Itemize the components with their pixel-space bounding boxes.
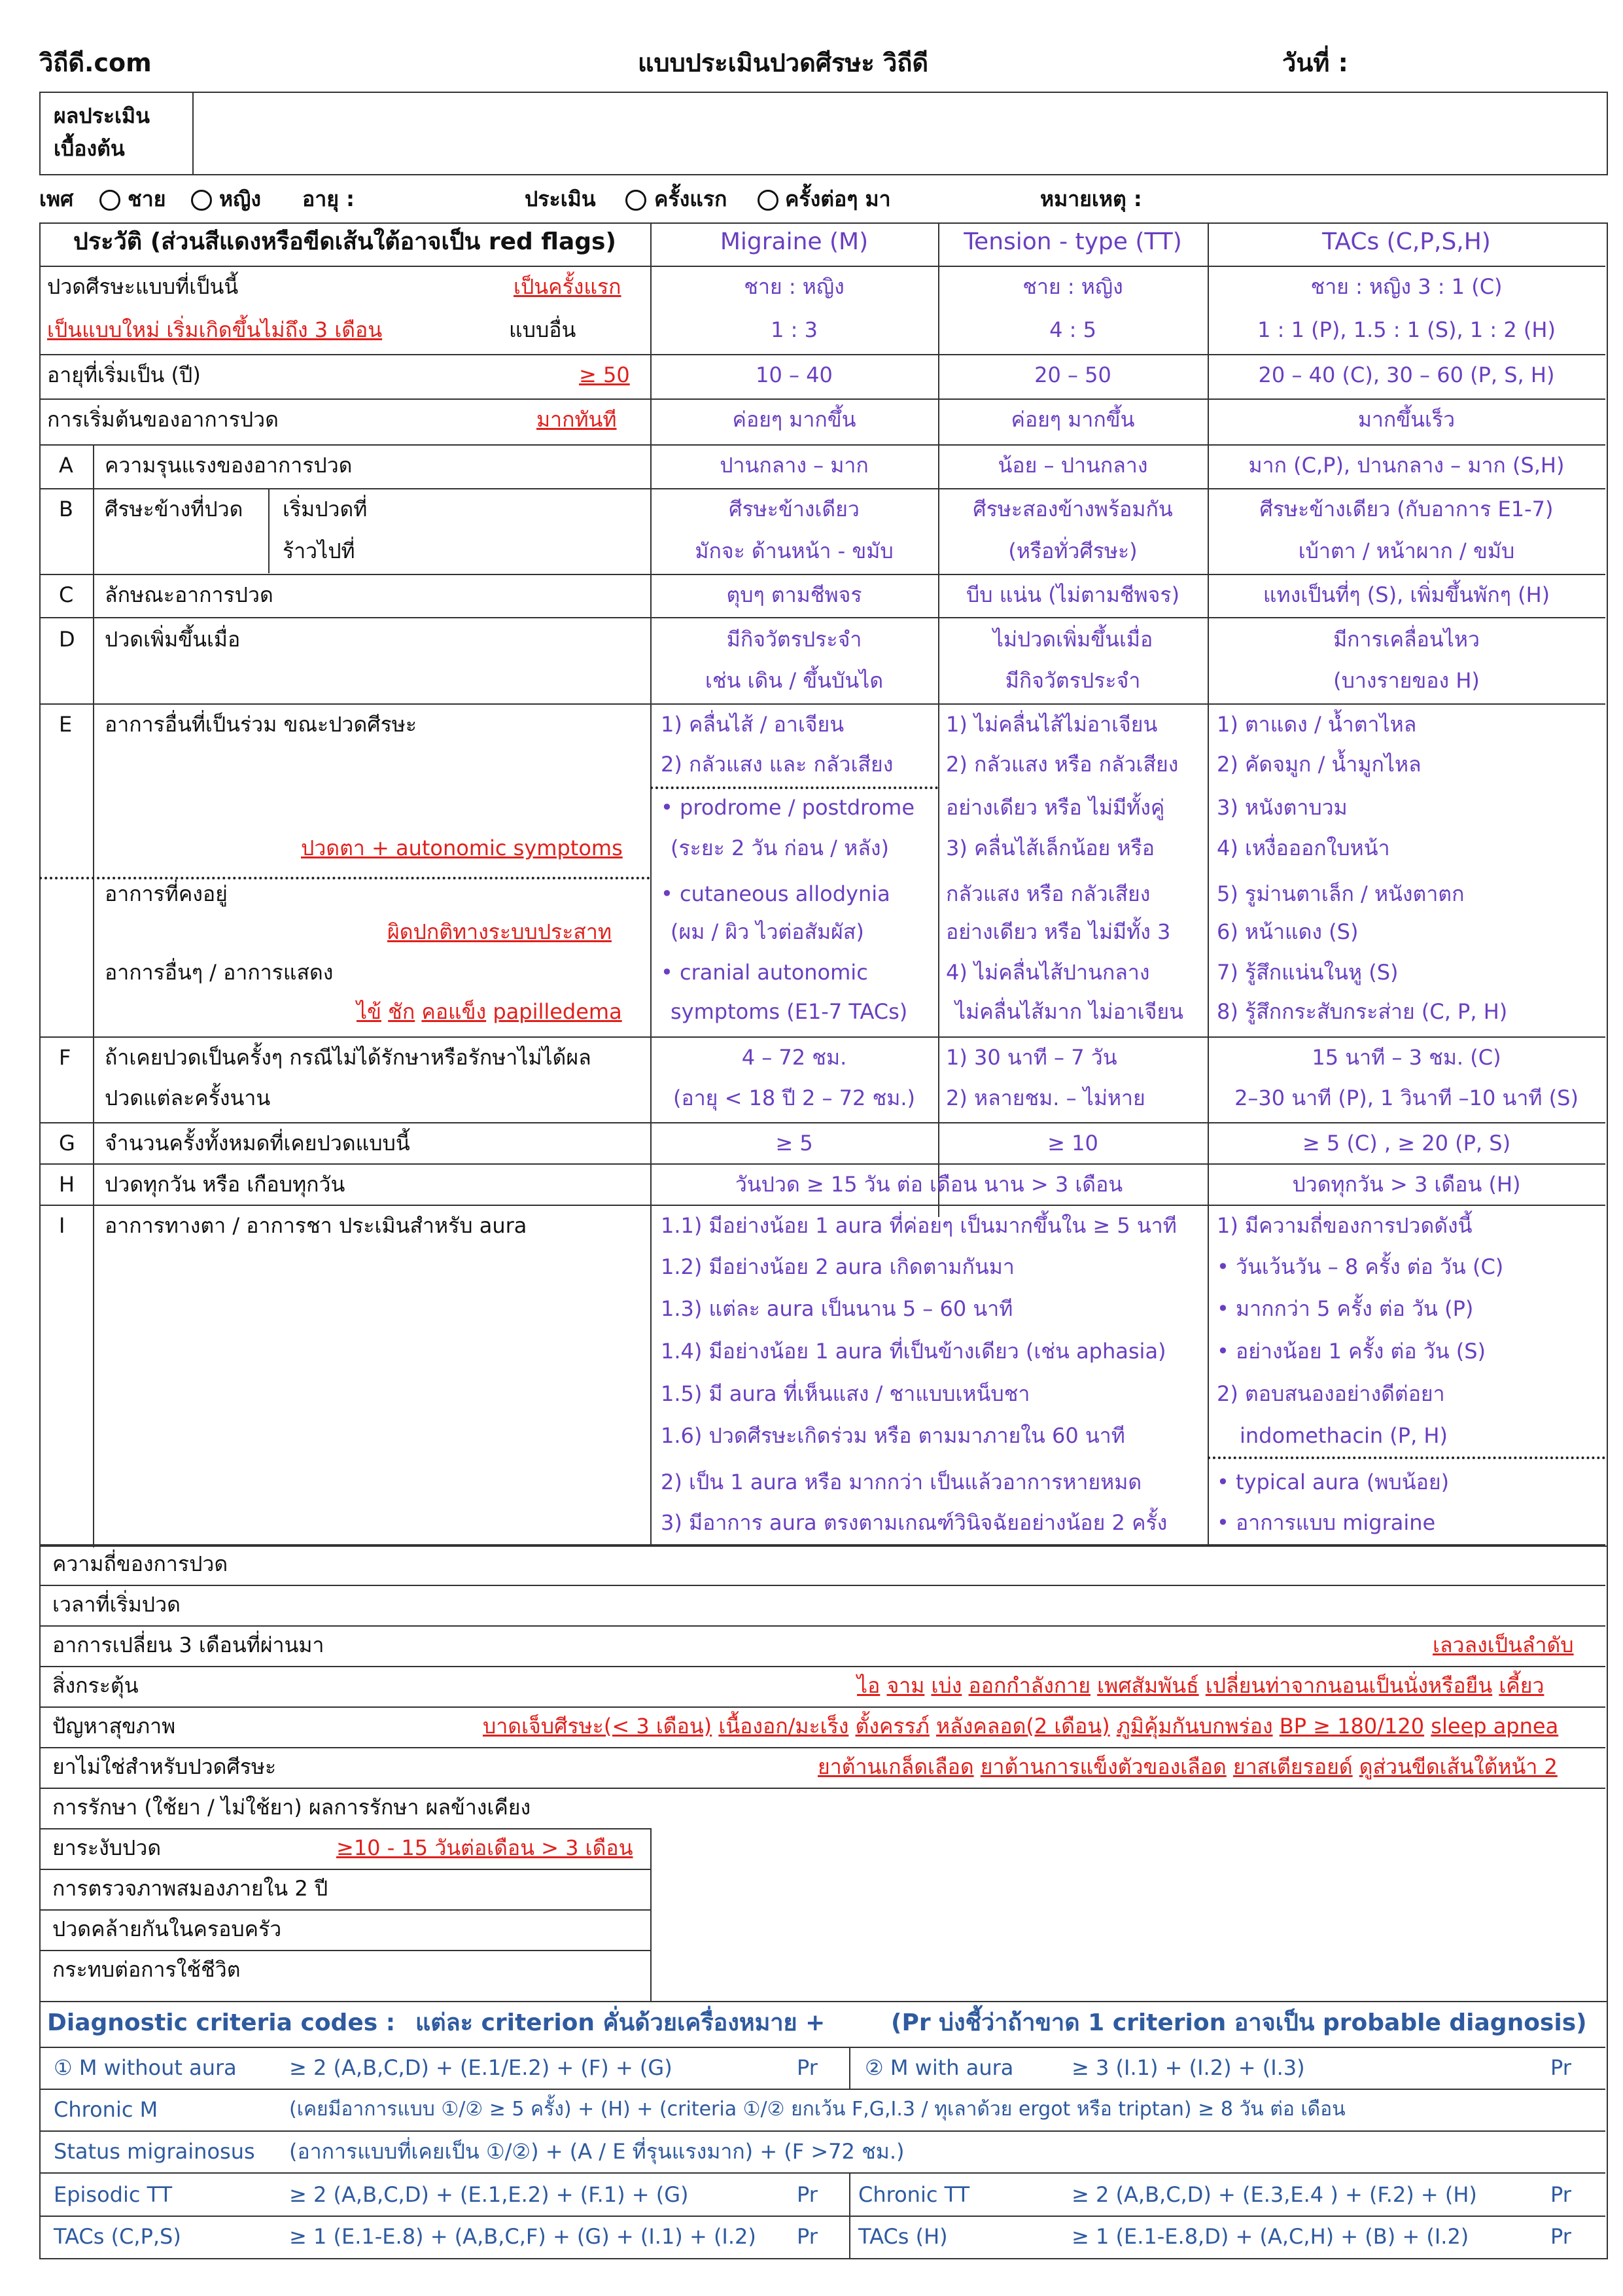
pattern-other: แบบอื่น [509, 317, 576, 342]
aura-item: 2) เป็น 1 aura หรือ มากกว่า เป็นแล้วอาการหายหมด [661, 1470, 1142, 1494]
change-label[interactable]: อาการเปลี่ยน 3 เดือนที่ผ่านมา [52, 1633, 324, 1657]
e-migraine-item: (ระยะ 2 วัน ก่อน / หลัง) [671, 836, 889, 860]
health-flag: เนื้องอก/มะเร็ง [718, 1714, 849, 1739]
duration-tacs-2: 2–30 นาที (P), 1 วินาที –10 นาที (S) [1234, 1086, 1579, 1110]
imaging-label[interactable]: การตรวจภาพสมองภายใน 2 ปี [52, 1876, 328, 1901]
severity-tension: น้อย – ปานกลาง [998, 453, 1148, 478]
chronic-tt-rule: ≥ 2 (A,B,C,D) + (E.3,E.4 ) + (F.2) + (H) [1072, 2182, 1477, 2207]
aura-tacs-item: • อย่างน้อย 1 ครั้ง ต่อ วัน (S) [1217, 1339, 1486, 1364]
onset-time-label[interactable]: เวลาที่เริ่มปวด [52, 1592, 181, 1617]
first-time-label: ครั้งแรก [654, 186, 727, 211]
chronic-m-rule: (เคยมีอาการแบบ ①/② ≥ 5 ครั้ง) + (H) + (criteria ①/② ยกเว้น F,G,I.3 / ทุเลาด้วย ergot หรือ triptan) ≥ 8 วัน ต่อ เดือน [289, 2098, 1346, 2121]
aggravate-tension-2: มีกิจวัตรประจำ [1005, 668, 1141, 693]
aura-label: อาการทางตา / อาการชา ประเมินสำหรับ aura [105, 1213, 527, 1238]
code-h: H [59, 1172, 75, 1197]
follow-up-radio[interactable] [758, 190, 785, 211]
tension-header: Tension - type (TT) [964, 228, 1182, 255]
analgesic-flag: ≥10 - 15 วันต่อเดือน > 3 เดือน [336, 1835, 633, 1860]
criteria-note-2: (Pr บ่งชี้ว่าถ้าขาด 1 criterion อาจเป็น probable diagnosis) [891, 2009, 1587, 2036]
trigger-flag: ออกกำลังกาย [968, 1673, 1091, 1698]
e-tacs-item: 8) รู้สึกกระสับกระส่าย (C, P, H) [1217, 999, 1508, 1024]
aura-tacs-item: • typical aura (พบน้อย) [1217, 1470, 1450, 1494]
aggravate-migraine-2: เช่น เดิน / ขึ้นบันได [705, 668, 884, 693]
aura-tacs-item: • มากกว่า 5 ครั้ง ต่อ วัน (P) [1217, 1296, 1474, 1321]
onset-migraine: ค่อยๆ มากขึ้น [732, 407, 856, 432]
e-tension-item: อย่างเดียว หรือ ไม่มีทั้ง 3 [946, 919, 1171, 944]
treatment-label[interactable]: การรักษา (ใช้ยา / ไม่ใช้ยา) ผลการรักษา ผลข้างเคียง [52, 1795, 531, 1820]
criteria-note-1: แต่ละ criterion คั่นด้วยเครื่องหมาย + [415, 2009, 826, 2036]
pattern-migraine-2: 1 : 3 [771, 317, 818, 342]
change-flag: เลวลงเป็นลำดับ [1433, 1633, 1574, 1657]
e-migraine-item: symptoms (E1-7 TACs) [671, 999, 908, 1024]
code-b: B [59, 497, 73, 521]
criteria-title: Diagnostic criteria codes : [47, 2009, 396, 2036]
male-radio[interactable] [99, 190, 127, 211]
aura-item: 3) มีอาการ aura ตรงตามเกณฑ์วินิจฉัยอย่างน้อย 2 ครั้ง [661, 1510, 1168, 1535]
onset-flag: มากทันที [536, 407, 617, 432]
age-label: อายุ : [302, 186, 355, 211]
episodic-tt: Episodic TT [54, 2182, 173, 2207]
trigger-flag: เพศสัมพันธ์ [1097, 1673, 1199, 1698]
aura-tacs-item: 1) มีความถี่ของการปวดดังนี้ [1217, 1213, 1473, 1238]
status-migrainosus-rule: (อาการแบบที่เคยเป็น ①/②) + (A / E ที่รุนแรงมาก) + (F >72 ชม.) [289, 2139, 905, 2164]
note-label: หมายเหตุ : [1040, 186, 1142, 211]
aggravate-tacs-2: (บางรายของ H) [1333, 668, 1480, 693]
pr-marker: Pr [1550, 2055, 1571, 2080]
onset-age-tension: 20 – 50 [1034, 362, 1111, 387]
e-tension-item: กลัวแสง หรือ กลัวเสียง [946, 881, 1151, 906]
code-i: I [59, 1213, 65, 1238]
history-header: ประวัติ (ส่วนสีแดงหรือขีดเส้นใต้อาจเป็น red flags) [73, 228, 616, 255]
pr-marker: Pr [797, 2224, 818, 2249]
e-tension-item: 2) กลัวแสง หรือ กลัวเสียง [946, 752, 1179, 777]
onset-age-migraine: 10 – 40 [756, 362, 833, 387]
b-subdivider [268, 488, 270, 573]
daily-label: ปวดทุกวัน หรือ เกือบทุกวัน [105, 1172, 345, 1197]
health-flag: sleep apnea [1431, 1714, 1559, 1739]
m-without-aura-rule: ≥ 2 (A,B,C,D) + (E.1/E.2) + (F) + (G) [289, 2055, 672, 2080]
other-signs-label: อาการอื่นๆ / อาการแสดง [105, 960, 334, 985]
site-name: วิถีดี.com [39, 48, 152, 77]
pattern-migraine-1: ชาย : หญิง [744, 274, 845, 299]
duration-tacs-1: 15 นาที – 3 ชม. (C) [1312, 1045, 1501, 1070]
tacs-h-rule: ≥ 1 (E.1-E.8,D) + (A,C,H) + (B) + (I.2) [1072, 2224, 1469, 2249]
e-migraine-item: • cutaneous allodynia [661, 881, 890, 906]
aggravate-tacs-1: มีการเคลื่อนไหว [1333, 627, 1480, 652]
chronic-m: Chronic M [54, 2097, 158, 2122]
e-tacs-item: 5) รูม่านตาเล็ก / หนังตาตก [1217, 881, 1465, 906]
first-time-radio[interactable] [625, 190, 653, 211]
side-label: ศีรษะข้างที่ปวด [105, 497, 243, 521]
pattern-tacs-2: 1 : 1 (P), 1.5 : 1 (S), 1 : 2 (H) [1257, 317, 1556, 342]
aura-item: 1.4) มีอย่างน้อย 1 aura ที่เป็นข้างเดียว (เช่น aphasia) [661, 1339, 1166, 1364]
e-migraine-item: • cranial autonomic [661, 960, 868, 985]
trigger-flag: ไอ [857, 1673, 881, 1698]
onset-tacs: มากขึ้นเร็ว [1357, 407, 1456, 432]
e-tacs-item: 4) เหงื่อออกใบหน้า [1217, 836, 1390, 860]
e-migraine-item: 1) คลื่นไส้ / อาเจียน [661, 712, 845, 737]
fever-flag: ไข้ [357, 999, 381, 1024]
red-flag-signs [357, 998, 622, 1025]
health-flag: หลังคลอด(2 เดือน) [936, 1714, 1110, 1739]
e-tension-item: 4) ไม่คลื่นไส้ปานกลาง [946, 960, 1150, 985]
papilledema-flag: papilledema [493, 999, 622, 1024]
e-tacs-item: 6) หน้าแดง (S) [1217, 919, 1359, 944]
sex-label: เพศ [39, 186, 74, 211]
severity-tacs: มาก (C,P), ปานกลาง – มาก (S,H) [1248, 453, 1565, 478]
e-migraine-item: (ผม / ผิว ไวต่อสัมผัส) [671, 919, 864, 944]
count-tacs: ≥ 5 (C) , ≥ 20 (P, S) [1302, 1131, 1511, 1156]
e-tacs-item: 2) คัดจมูก / น้ำมูกไหล [1217, 752, 1422, 777]
tacs-cps: TACs (C,P,S) [54, 2224, 181, 2249]
aura-tacs-item: indomethacin (P, H) [1240, 1423, 1448, 1448]
onset-age-label: อายุที่เริ่มเป็น (ปี) [47, 362, 201, 387]
meds-flag: ยาต้านเกล็ดเลือด [818, 1754, 974, 1779]
pattern-label: ปวดศีรษะแบบที่เป็นนี้ [47, 274, 239, 299]
meds-flag: ยาต้านการแข็งตัวของเลือด [980, 1754, 1227, 1779]
aura-tacs-item: • อาการแบบ migraine [1217, 1510, 1436, 1535]
frequency-label[interactable]: ความถี่ของการปวด [52, 1551, 228, 1576]
status-migrainosus: Status migrainosus [54, 2139, 255, 2164]
aura-item: 1.5) มี aura ที่เห็นแสง / ชาแบบเหน็บชา [661, 1381, 1030, 1406]
pattern-tacs-1: ชาย : หญิง 3 : 1 (C) [1310, 274, 1503, 299]
health-flag: บาดเจ็บศีรษะ(< 3 เดือน) [483, 1714, 712, 1739]
pattern-tension-1: ชาย : หญิง [1022, 274, 1123, 299]
e-migraine-item: • prodrome / postdrome [661, 795, 915, 820]
pattern-flag-new: เป็นแบบใหม่ เริ่มเกิดขึ้นไม่ถึง 3 เดือน [47, 317, 383, 342]
onset-age-flag: ≥ 50 [579, 362, 630, 387]
neuro-flag: ผิดปกติทางระบบประสาท [387, 919, 612, 944]
health-label[interactable]: ปัญหาสุขภาพ [52, 1714, 176, 1739]
aura-item: 1.3) แต่ละ aura เป็นนาน 5 – 60 นาที [661, 1296, 1013, 1321]
m-with-aura-rule: ≥ 3 (I.1) + (I.2) + (I.3) [1072, 2055, 1305, 2080]
health-flag: ตั้งครรภ์ [855, 1714, 930, 1739]
health-flag: ภูมิคุ้มกันบกพร่อง [1116, 1714, 1273, 1739]
pr-marker: Pr [1550, 2224, 1571, 2249]
e-tension-item: อย่างเดียว หรือ ไม่มีทั้งคู่ [946, 795, 1165, 820]
episodic-tt-rule: ≥ 2 (A,B,C,D) + (E.1,E.2) + (F.1) + (G) [289, 2182, 689, 2207]
count-migraine: ≥ 5 [775, 1131, 813, 1156]
character-label: ลักษณะอาการปวด [105, 582, 273, 607]
pr-marker: Pr [1550, 2182, 1571, 2207]
migraine-header: Migraine (M) [720, 228, 869, 255]
side-migraine-1: ศีรษะข้างเดียว [729, 497, 860, 521]
side-tension-2: (หรือทั่วศีรษะ) [1008, 539, 1138, 563]
health-flag: BP ≥ 180/120 [1279, 1714, 1425, 1739]
duration-migraine-2: (อายุ < 18 ปี 2 – 72 ชม.) [672, 1086, 915, 1110]
trigger-flag: เคี้ยว [1499, 1673, 1544, 1698]
character-tacs: แทงเป็นที่ๆ (S), เพิ่มขึ้นพักๆ (H) [1263, 582, 1550, 607]
code-d: D [59, 627, 75, 652]
trigger-flag: เปลี่ยนท่าจากนอนเป็นนั่งหรือยืน [1205, 1673, 1493, 1698]
meds-label[interactable]: ยาไม่ใช่สำหรับปวดศีรษะ [52, 1754, 277, 1779]
pattern-tension-2: 4 : 5 [1049, 317, 1096, 342]
e-tacs-item: 7) รู้สึกแน่นในหู (S) [1217, 960, 1399, 985]
code-g: G [59, 1131, 75, 1156]
code-e: E [59, 712, 73, 737]
e-migraine-item: 2) กลัวแสง และ กลัวเสียง [661, 752, 894, 777]
aura-tacs-item: • วันเว้นวัน – 8 ครั้ง ต่อ วัน (C) [1217, 1254, 1504, 1279]
e-tacs-item: 1) ตาแดง / น้ำตาไหล [1217, 712, 1417, 737]
count-tension: ≥ 10 [1047, 1131, 1098, 1156]
side-migraine-2: มักจะ ด้านหน้า - ขมับ [695, 539, 894, 563]
start-label: เริ่มปวดที่ [283, 497, 368, 521]
daily-tacs: ปวดทุกวัน > 3 เดือน (H) [1292, 1172, 1521, 1197]
code-a: A [59, 453, 73, 478]
count-label: จำนวนครั้งทั้งหมดที่เคยปวดแบบนี้ [105, 1131, 410, 1156]
m-without-aura: ① M without aura [54, 2055, 237, 2080]
duration-label-2: ปวดแต่ละครั้งนาน [105, 1086, 271, 1110]
stiff-neck-flag: คอแข็ง [421, 999, 487, 1024]
health-flags [483, 1713, 1558, 1739]
tacs-h: TACs (H) [858, 2224, 948, 2249]
pr-marker: Pr [797, 2182, 818, 2207]
daily-migraine-tension: วันปวด ≥ 15 วัน ต่อ เดือน นาน > 3 เดือน [735, 1172, 1123, 1197]
trigger-flag: จาม [886, 1673, 925, 1698]
side-tension-1: ศีรษะสองข้างพร้อมกัน [973, 497, 1173, 521]
radiate-label: ร้าวไปที่ [283, 539, 355, 563]
female-label: หญิง [219, 186, 261, 211]
aggravate-migraine-1: มีกิจวัตรประจำ [726, 627, 862, 652]
aggravate-tension-1: ไม่ปวดเพิ่มขึ้นเมื่อ [992, 627, 1153, 652]
e-tacs-item: 3) หนังตาบวม [1217, 795, 1348, 820]
e-tension-item: 1) ไม่คลื่นไส้ไม่อาเจียน [946, 712, 1158, 737]
severity-label: ความรุนแรงของอาการปวด [105, 453, 353, 478]
demographics-row [39, 185, 1605, 215]
analgesic-label[interactable]: ยาระงับปวด [52, 1835, 162, 1860]
duration-tension-2: 2) หลายชม. – ไม่หาย [946, 1086, 1145, 1110]
duration-label-1: ถ้าเคยปวดเป็นครั้งๆ กรณีไม่ได้รักษาหรือรักษาไม่ได้ผล [105, 1045, 591, 1070]
side-tacs-2: เบ้าตา / หน้าผาก / ขมับ [1298, 539, 1515, 563]
seizure-flag: ชัก [388, 999, 415, 1024]
date-label: วันที่ : [1282, 48, 1348, 77]
aggravate-label: ปวดเพิ่มขึ้นเมื่อ [105, 627, 241, 652]
persistent-label: อาการที่คงอยู่ [105, 881, 228, 906]
trigger-flags [857, 1672, 1544, 1699]
e-tension-item: 3) คลื่นไส้เล็กน้อย หรือ [946, 836, 1155, 860]
side-tacs-1: ศีรษะข้างเดียว (กับอาการ E1-7) [1259, 497, 1554, 521]
duration-migraine-1: 4 – 72 ชม. [741, 1045, 847, 1070]
trigger-flag: เบ่ง [931, 1673, 962, 1698]
onset-tension: ค่อยๆ มากขึ้น [1011, 407, 1135, 432]
onset-label: การเริ่มต้นของอาการปวด [47, 407, 279, 432]
trigger-label[interactable]: สิ่งกระตุ้น [52, 1673, 139, 1698]
female-radio[interactable] [191, 190, 218, 211]
meds-flag: ยาสเตียรอยด์ [1232, 1754, 1353, 1779]
pattern-flag-first: เป็นครั้งแรก [514, 274, 621, 299]
code-f: F [59, 1045, 71, 1070]
aura-item: 1.6) ปวดศีรษะเกิดร่วม หรือ ตามมาภายใน 60 นาที [661, 1423, 1125, 1448]
chronic-tt: Chronic TT [858, 2182, 970, 2207]
code-c: C [59, 582, 74, 607]
severity-migraine: ปานกลาง – มาก [720, 453, 869, 478]
eye-pain-flag: ปวดตา + autonomic symptoms [301, 836, 623, 860]
assess-label: ประเมิน [525, 186, 596, 211]
onset-age-tacs: 20 – 40 (C), 30 – 60 (P, S, H) [1258, 362, 1555, 387]
pr-marker: Pr [797, 2055, 818, 2080]
character-migraine: ตุบๆ ตามชีพจร [726, 582, 862, 607]
duration-tension-1: 1) 30 นาที – 7 วัน [946, 1045, 1117, 1070]
tacs-header: TACs (C,P,S,H) [1322, 228, 1491, 255]
character-tension: บีบ แน่น (ไม่ตามชีพจร) [966, 582, 1180, 607]
m-with-aura: ② M with aura [865, 2055, 1014, 2080]
aura-item: 1.2) มีอย่างน้อย 2 aura เกิดตามกันมา [661, 1254, 1015, 1279]
associated-label: อาการอื่นที่เป็นร่วม ขณะปวดศีรษะ [105, 712, 417, 737]
meds-flag: ดูส่วนขีดเส้นใต้หน้า 2 [1359, 1754, 1558, 1779]
aura-item: 1.1) มีอย่างน้อย 1 aura ที่ค่อยๆ เป็นมากขึ้นใน ≥ 5 นาที [661, 1213, 1177, 1238]
initial-assessment-box[interactable] [39, 92, 1608, 175]
page-title: แบบประเมินปวดศีรษะ วิถีดี [638, 48, 929, 77]
impact-label[interactable]: กระทบต่อการใช้ชีวิต [52, 1957, 241, 1982]
aura-tacs-item: 2) ตอบสนองอย่างดีต่อยา [1217, 1381, 1445, 1406]
initial-assessment-label: ผลประเมิน เบื้องต้น [54, 103, 150, 161]
male-label: ชาย [128, 186, 166, 211]
family-label[interactable]: ปวดคล้ายกันในครอบครัว [52, 1916, 282, 1941]
code-col-divider [93, 445, 94, 1547]
follow-up-label: ครั้งต่อๆ มา [785, 186, 891, 211]
tacs-cps-rule: ≥ 1 (E.1-E.8) + (A,B,C,F) + (G) + (I.1) + (I.2) [289, 2224, 756, 2249]
e-tension-item: ไม่คลื่นไส้มาก ไม่อาเจียน [955, 999, 1183, 1024]
meds-flags [818, 1754, 1558, 1780]
